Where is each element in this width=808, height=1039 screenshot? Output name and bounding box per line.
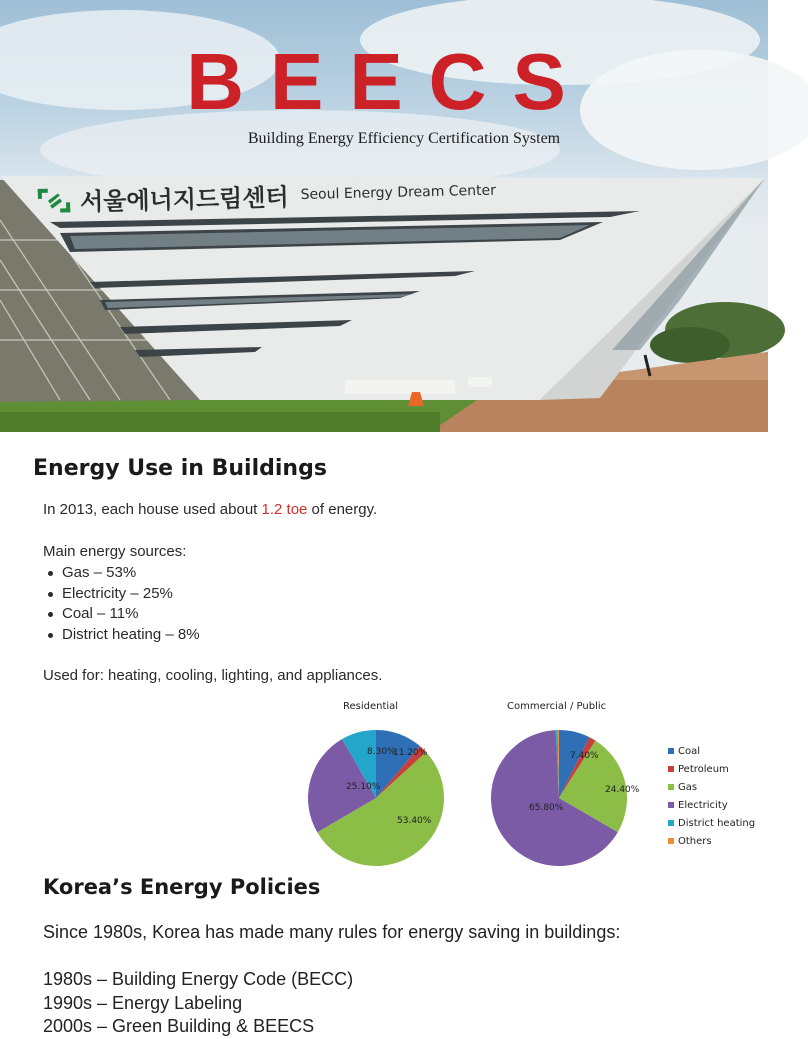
legend-item [668,832,755,850]
legend-swatch [668,802,674,808]
intro-prefix: In 2013, each house used about [43,501,262,518]
data-label: 65.80% [529,803,564,813]
list-item: Coal – 11% [48,604,200,625]
pie-chart-canvas [300,698,660,868]
chart-title-commercial: Commercial / Public [507,701,607,712]
list-item: 2000s – Green Building & BEECS [43,1016,315,1036]
sign-korean-text: 서울에너지드림센터 [79,183,289,216]
chart-title-residential: Residential [343,701,399,712]
list-item: Gas – 53% [48,563,200,584]
data-label: 11.20% [393,748,428,758]
policies-heading: Korea’s Energy Policies [43,875,321,899]
sign-english-text: Seoul Energy Dream Center [300,182,497,203]
sources-label: Main energy sources: [43,543,187,560]
seoul-energy-logo-icon [36,185,73,216]
policies-intro: Since 1980s, Korea has made many rules for energy saving in buildings: [43,922,621,942]
chart-legend [668,742,755,850]
legend-label: Gas [678,781,698,793]
brand-title: BEECS [186,37,592,126]
legend-label: Petroleum [678,763,729,775]
data-label: 24.40% [605,785,640,795]
legend-label: District heating [678,817,756,829]
intro-suffix: of energy. [307,501,378,518]
brand-tagline: Building Energy Efficiency Certification System [247,130,561,147]
legend-label: Coal [678,745,701,757]
legend-item [668,814,755,832]
energy-use-heading: Energy Use in Buildings [33,456,327,481]
data-label: 7.40% [570,751,599,761]
list-item: 1980s – Building Energy Code (BECC) [43,969,354,989]
list-item: Electricity – 25% [48,584,200,605]
legend-swatch [668,820,674,826]
data-label: 53.40% [397,816,432,826]
list-item: District heating – 8% [48,625,200,646]
list-item: 1990s – Energy Labeling [43,992,243,1013]
hero-banner [0,0,768,432]
legend-swatch [668,748,674,754]
legend-label: Electricity [678,799,728,811]
legend-swatch [668,784,674,790]
legend-item [668,796,755,814]
intro-highlight: 1.2 toe [261,501,308,518]
policy-timeline [43,968,353,1039]
legend-swatch [668,766,674,772]
data-label: 8.30% [367,747,396,757]
legend-swatch [668,838,674,844]
legend-item [668,742,755,760]
legend-item [668,760,755,778]
legend-label: Others [678,835,712,847]
legend-item [668,778,755,796]
energy-pie-charts [300,698,768,868]
energy-sources-list [48,563,200,646]
data-label: 25.10% [346,782,381,792]
intro-paragraph [43,501,377,518]
usage-paragraph: Used for: heating, cooling, lighting, and appliances. [43,667,383,684]
